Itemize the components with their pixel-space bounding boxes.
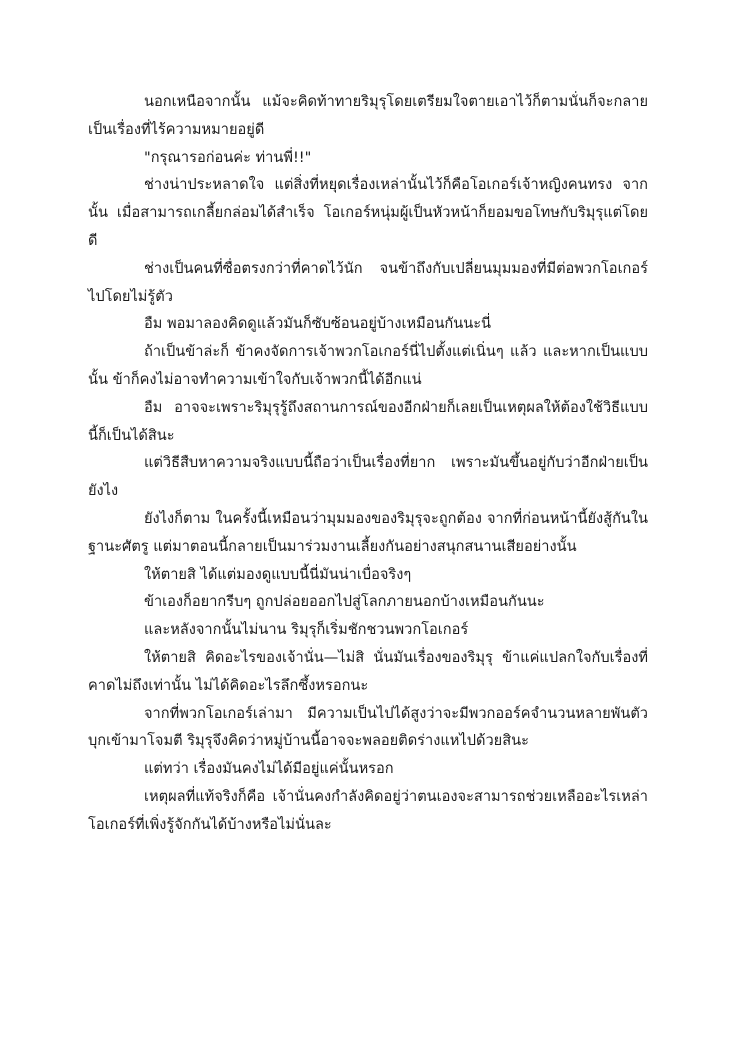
paragraph: จากที่พวกโอเกอร์เล่ามา มีความเป็นไปได้สูงว่าจะมีพวกออร์คจำนวนหลายพันตัวบุกเข้ามาโจมตี ริมุรุจึงคิดว่าหมู่บ้านนี้อาจจะพลอยติดร่างแหไปด้วยสินะ bbox=[88, 704, 648, 750]
paragraph: ถ้าเป็นข้าล่ะก็ ข้าคงจัดการเจ้าพวกโอเกอร์นี่ไปตั้งแต่เนิ่นๆ แล้ว และหากเป็นแบบนั้น ข้าก็คงไม่อาจทำความเข้าใจกับเจ้าพวกนี้ได้อีกแน่ bbox=[88, 343, 648, 388]
paragraph: อืม พอมาลองคิดดูแล้วมันก็ซับซ้อนอยู่บ้างเหมือนกันนะนี่ bbox=[144, 315, 492, 333]
paragraph: ยังไงก็ตาม ในครั้งนี้เหมือนว่ามุมมองของริมุรุจะถูกต้อง จากที่ก่อนหน้านี้ยังสู้กันในฐานะศัตรู แต่มาตอนนี้กลายเป็นมาร่วมงานเลี้ยงกันอย่างสนุกสนานเสียอย่างนั้น bbox=[88, 509, 648, 555]
paragraph: เหตุผลที่แท้จริงก็คือ เจ้านั่นคงกำลังคิดอยู่ว่าตนเองจะสามารถช่วยเหลืออะไรเหล่าโอเกอร์ที่เพิ่งรู้จักกันได้บ้างหรือไม่นั่นละ bbox=[88, 787, 648, 833]
paragraph: แต่วิธีสืบหาความจริงแบบนี้ถือว่าเป็นเรื่องที่ยาก เพราะมันขึ้นอยู่กับว่าอีกฝ่ายเป็นยังไง bbox=[88, 454, 648, 500]
paragraph: นอกเหนือจากนั้น แม้จะคิดท้าทายริมุรุโดยเตรียมใจตายเอาไว้ก็ตามนั่นก็จะกลายเป็นเรื่องที่ไร้ความหมายอยู่ดี bbox=[88, 93, 648, 138]
paragraph: ให้ตายสิ คิดอะไรของเจ้านั่น—ไม่สิ นั่นมันเรื่องของริมุรุ ข้าแค่แปลกใจกับเรื่องที่คาดไม่ถึงเท่านั้น ไม่ได้คิดอะไรลึกซึ้งหรอกนะ bbox=[88, 648, 648, 694]
paragraph: ข้าเองก็อยากรีบๆ ถูกปล่อยออกไปสู่โลกภายนอกบ้างเหมือนกันนะ bbox=[144, 593, 545, 611]
document-body bbox=[88, 88, 648, 839]
paragraph: ให้ตายสิ ได้แต่มองดูแบบนี้นี่มันน่าเบื่อจริงๆ bbox=[144, 565, 412, 583]
paragraph: อืม อาจจะเพราะริมุรุรู้ถึงสถานการณ์ของอีกฝ่ายก็เลยเป็นเหตุผลให้ต้องใช้วิธีแบบนี้ก็เป็นได้สินะ bbox=[88, 398, 648, 444]
paragraph: และหลังจากนั้นไม่นาน ริมุรุก็เริ่มชักชวนพวกโอเกอร์ bbox=[144, 621, 469, 639]
paragraph: ช่างเป็นคนที่ซื่อตรงกว่าที่คาดไว้นัก จนข้าถึงกับเปลี่ยนมุมมองที่มีต่อพวกโอเกอร์ไปโดยไม่รู้ตัว bbox=[88, 259, 648, 305]
paragraph: ช่างน่าประหลาดใจ แต่สิ่งที่หยุดเรื่องเหล่านั้นไว้ก็คือโอเกอร์เจ้าหญิงคนทรง จากนั้น เมื่อสามารถเกลี้ยกล่อมได้สำเร็จ โอเกอร์หนุ่มผู้เป็นหัวหน้าก็ยอมขอโทษกับริมุรุแต่โดยดี bbox=[88, 176, 648, 249]
paragraph: แต่ทว่า เรื่องมันคงไม่ได้มีอยู่แค่นั้นหรอก bbox=[144, 760, 394, 778]
paragraph: "กรุณารอก่อนค่ะ ท่านพี่!!" bbox=[144, 148, 312, 166]
